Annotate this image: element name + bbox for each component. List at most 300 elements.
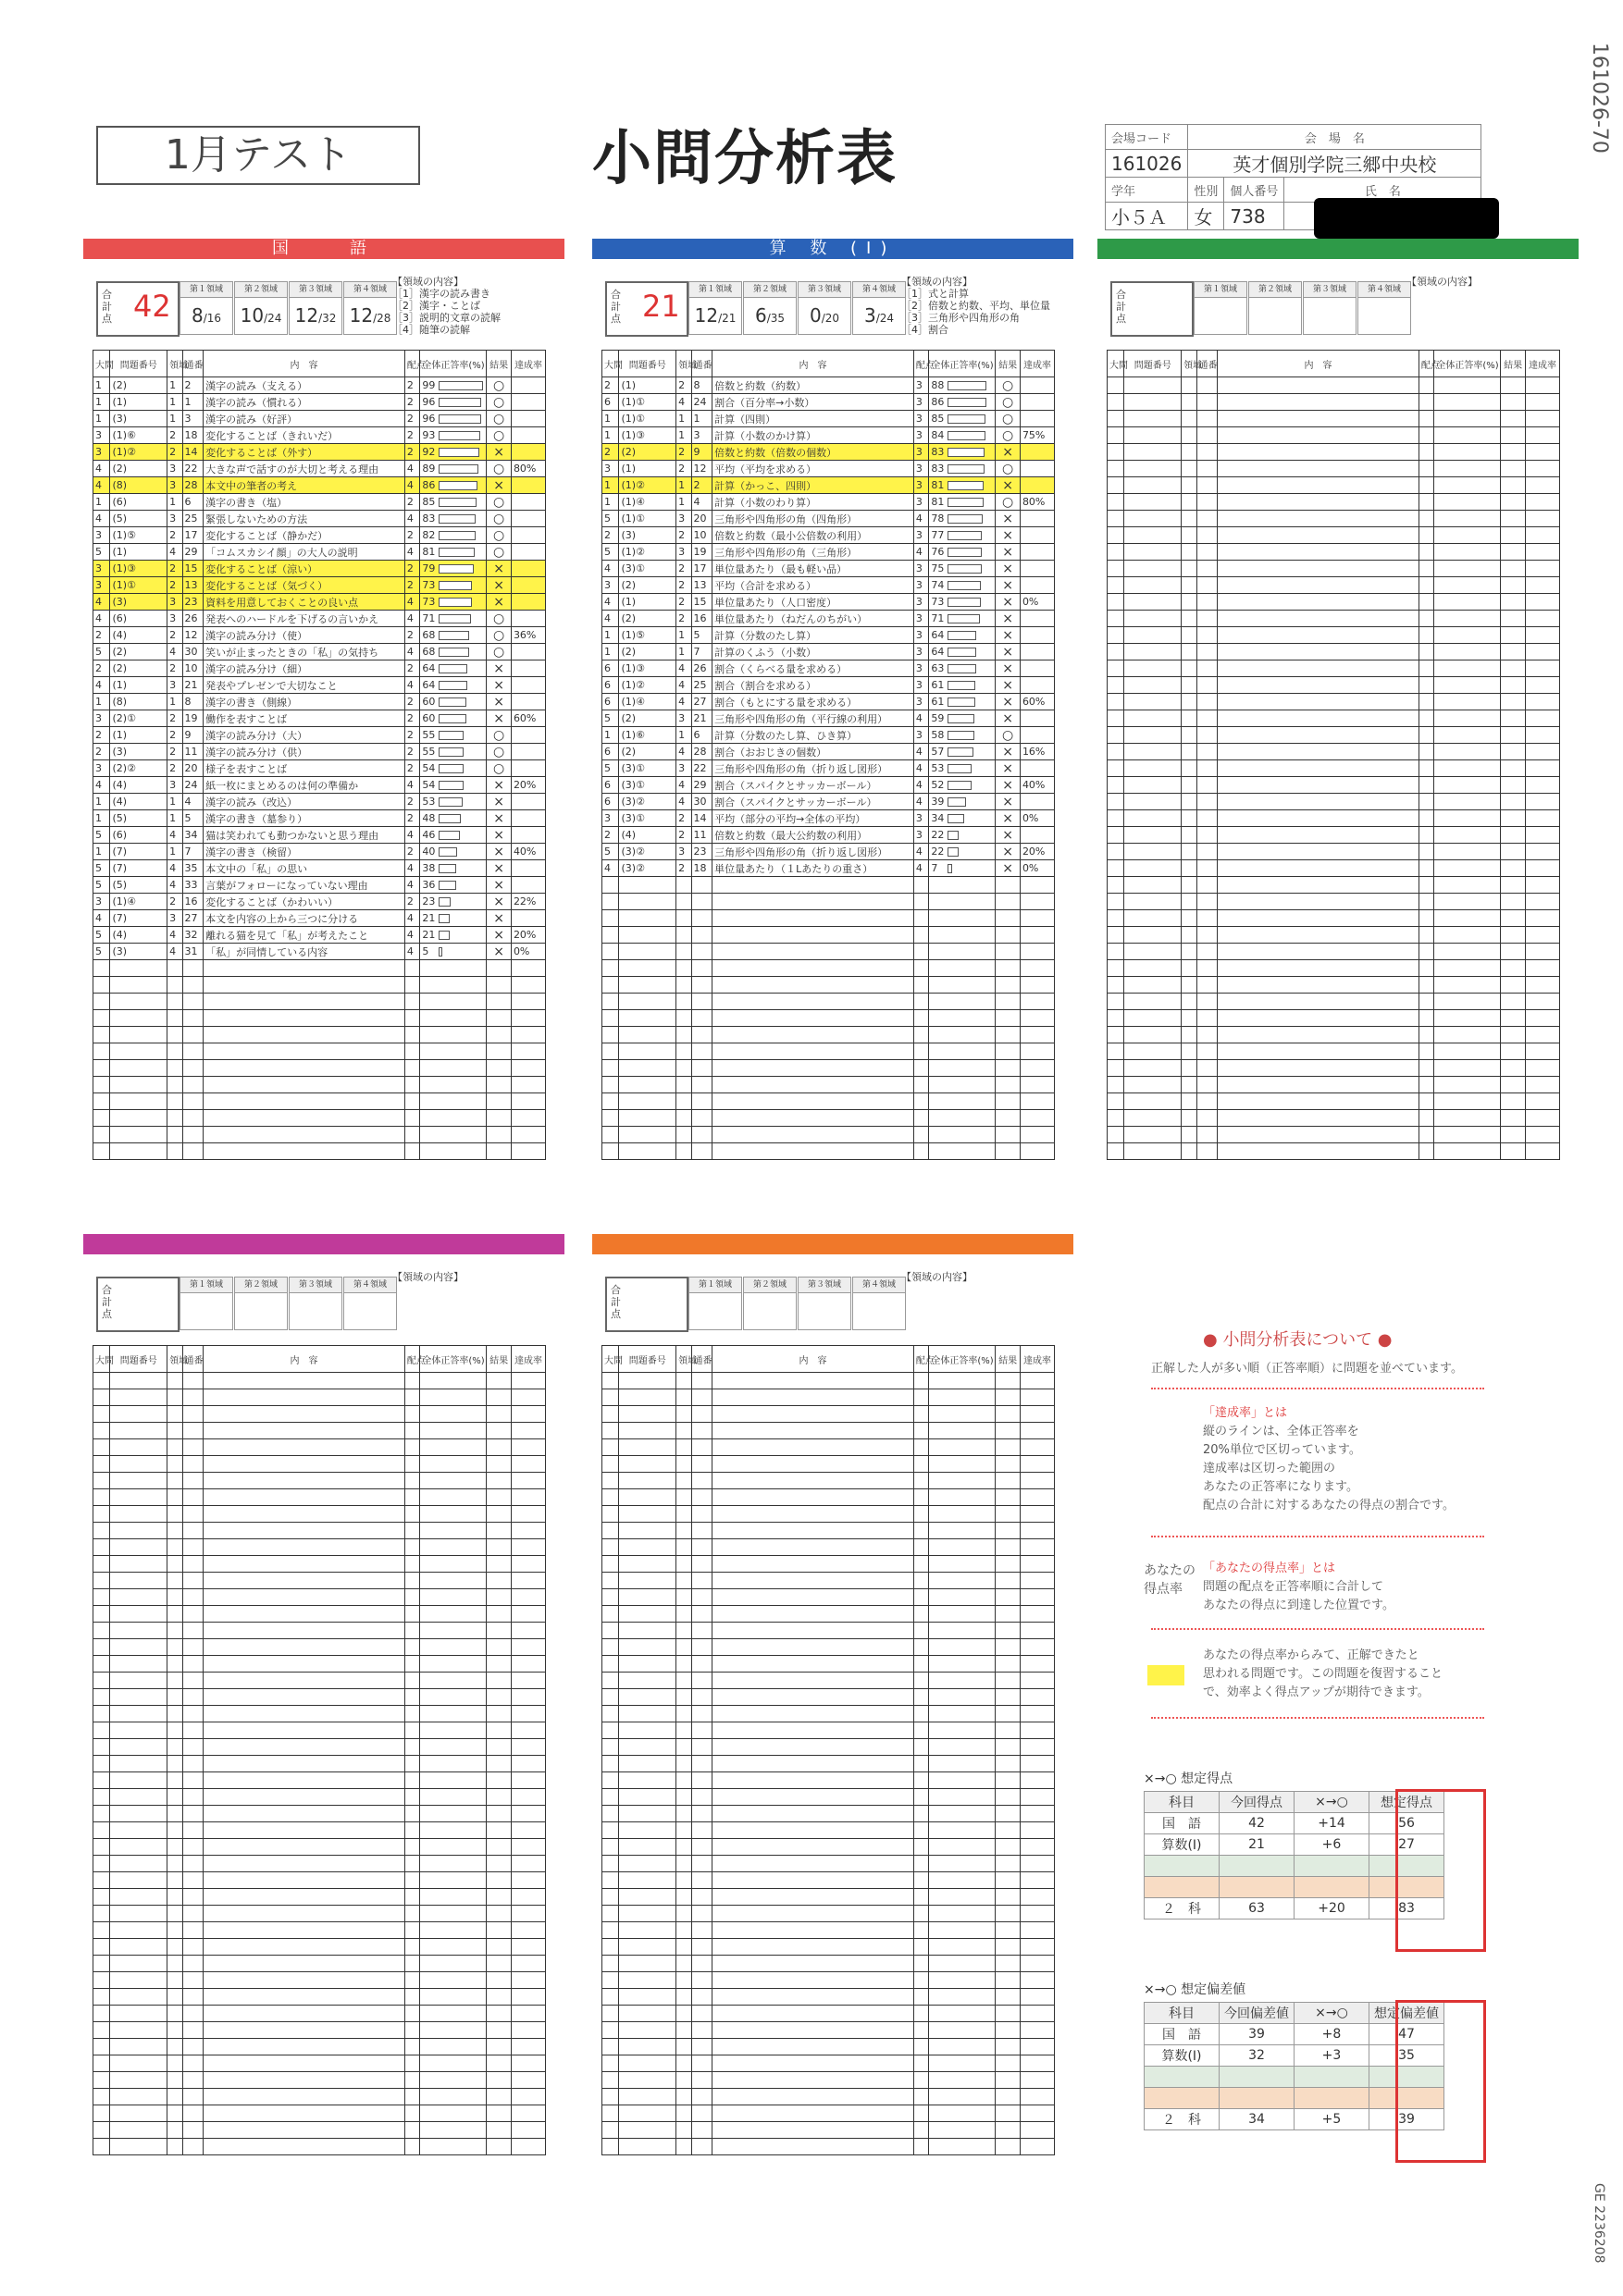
table-row: 1 (6) 1 6 漢字の書き（塩） 2 85 ○ — [93, 494, 546, 511]
correct-rate-bar — [948, 581, 981, 590]
table-row: 3 (1) 2 12 平均（平均を求める） 3 83 ○ — [602, 461, 1055, 477]
table-row — [93, 2055, 546, 2072]
table-row — [602, 1556, 1055, 1573]
table-row — [93, 2122, 546, 2139]
table-row: 5 (7) 4 35 本文中の「私」の思い 4 38 × — [93, 860, 546, 877]
table-row — [93, 1922, 546, 1939]
table-row: 1 (1)⑥ 1 6 計算（分数のたし算、ひき算） 3 58 ○ — [602, 727, 1055, 744]
table-row: 4 (3) 3 23 資料を用意しておくことの良い点 4 73 × — [93, 594, 546, 611]
table-row — [602, 1606, 1055, 1623]
correct-rate-bar — [439, 947, 442, 957]
purple-summary: 合計点 第１領域 第２領域 第３領域 第４領域 【領域の内容】 — [96, 1277, 559, 1332]
table-row — [93, 1673, 546, 1689]
column-header: 全体正答率(%) — [420, 1346, 487, 1373]
table-row — [93, 1939, 546, 1956]
table-row — [1108, 910, 1560, 927]
correct-rate-bar — [948, 681, 975, 690]
math-question-table — [601, 350, 1055, 1160]
table-row — [1108, 544, 1560, 561]
divider — [1151, 1717, 1484, 1719]
table-row: 4 (1) 3 21 発表やプレゼンで大切なこと 4 64 × — [93, 677, 546, 694]
column-header: 達成率 — [1525, 351, 1559, 377]
table-row — [602, 1077, 1055, 1093]
japanese-region-content: 【領域の内容】 ［1］漢字の読み書き ［2］漢字・ことば ［3］説明的文章の読解 ［4］随筆の読解 — [392, 276, 501, 336]
total-label: 合計点 — [102, 289, 112, 325]
correct-rate-bar — [948, 697, 975, 707]
table-row — [602, 1539, 1055, 1556]
table-row — [1108, 827, 1560, 844]
table-row — [93, 1822, 546, 1839]
table-row: 6 (1)④ 4 27 割合（もとにする量を求める） 3 61 × 60% — [602, 694, 1055, 710]
correct-rate-bar — [439, 414, 481, 424]
table-row — [1108, 577, 1560, 594]
correct-rate-bar — [948, 797, 966, 807]
table-row: ２ 科 34 +5 39 — [1145, 2109, 1444, 2130]
purple-section-bar — [83, 1234, 564, 1254]
column-header: 内 容 — [712, 1346, 914, 1373]
dev-table-title: ×→○ 想定偏差値 — [1144, 1982, 1246, 1997]
table-row: 3 (1)③ 2 15 変化することば（涼い） 2 79 × — [93, 561, 546, 577]
doc-code: 161026-70 — [1588, 43, 1611, 154]
table-row — [602, 2072, 1055, 2089]
table-row: 4 (1) 2 15 単位量あたり（人口密度） 3 73 × 0% — [602, 594, 1055, 611]
table-row — [602, 894, 1055, 910]
divider — [1151, 1536, 1484, 1537]
table-row: 5 (5) 4 33 言葉がフォローになっていない理由 4 36 × — [93, 877, 546, 894]
venue-code-label: 会場コード — [1106, 125, 1188, 150]
page-title: 小問分析表 — [592, 125, 898, 193]
column-header: 配点 — [913, 351, 928, 377]
table-row: 1 (3) 1 3 漢字の読み（好評） 2 96 ○ — [93, 411, 546, 427]
orange-section-bar — [592, 1234, 1073, 1254]
about-highlight: あなたの得点率からみて、正解できたと 思われる問題です。この問題を復習すること で、効率よく得点アップが期待できます。 — [1203, 1648, 1443, 1699]
table-row — [93, 1906, 546, 1922]
correct-rate-bar — [439, 714, 466, 723]
table-row — [1108, 411, 1560, 427]
your-rate-label: あなたの得点率 — [1144, 1563, 1196, 1597]
table-row — [93, 1406, 546, 1423]
table-row — [93, 1110, 546, 1127]
table-row: 5 (3)① 3 22 三角形や四角形の角（折り返し図形） 4 53 × — [602, 760, 1055, 777]
table-row — [1108, 744, 1560, 760]
student-id: 738 — [1224, 203, 1284, 230]
column-header: 結果 — [996, 1346, 1021, 1373]
table-row — [602, 1043, 1055, 1060]
column-header: 全体正答率(%) — [929, 1346, 996, 1373]
table-row — [602, 1639, 1055, 1656]
table-row: 国 語 39 +8 47 — [1145, 2024, 1444, 2045]
region-4: 第４領域 3/24 — [852, 281, 906, 335]
table-row — [602, 1989, 1055, 2006]
table-row — [93, 2039, 546, 2055]
column-header: 内 容 — [204, 1346, 405, 1373]
table-row — [93, 1789, 546, 1806]
table-row — [93, 1589, 546, 1606]
column-header: 配点 — [1419, 351, 1433, 377]
table-row: 1 (1)② 1 2 計算（かっこ、四則） 3 81 × — [602, 477, 1055, 494]
column-header: 配点 — [913, 1346, 928, 1373]
column-header: 通番 — [182, 1346, 204, 1373]
about-title: ● 小問分析表について ● — [1203, 1330, 1393, 1350]
table-row: 1 (7) 1 7 漢字の書き（検留） 2 40 × 40% — [93, 844, 546, 860]
table-row — [602, 877, 1055, 894]
table-row: 3 (1)⑤ 2 17 変化することば（静かだ） 2 82 ○ — [93, 527, 546, 544]
table-row — [93, 1473, 546, 1489]
about-your-rate: 「あなたの得点率」とは 問題の配点を正答率順に合計して あなたの得点に到達した位置です。 — [1203, 1562, 1394, 1612]
correct-rate-bar — [948, 814, 964, 823]
divider — [1151, 1628, 1484, 1630]
table-row — [602, 2039, 1055, 2055]
japanese-summary — [96, 276, 559, 337]
correct-rate-bar — [439, 797, 463, 807]
column-header: 通番 — [1196, 351, 1218, 377]
table-row — [93, 994, 546, 1010]
table-row — [93, 1989, 546, 2006]
table-row — [602, 1722, 1055, 1739]
correct-rate-bar — [439, 681, 467, 690]
table-row: 4 (2) 3 22 大きな声で話すのが大切と考える理由 4 89 ○ 80% — [93, 461, 546, 477]
correct-rate-bar — [439, 498, 477, 507]
correct-rate-bar — [439, 614, 471, 623]
table-row — [602, 1673, 1055, 1689]
column-header: 全体正答率(%) — [929, 351, 996, 377]
table-row — [1108, 1060, 1560, 1077]
correct-rate-bar — [439, 847, 457, 857]
table-row: 算数(Ⅰ) 21 +6 27 — [1145, 1834, 1444, 1856]
table-row — [1108, 810, 1560, 827]
table-row — [93, 960, 546, 977]
venue-name-label: 会 場 名 — [1188, 125, 1481, 150]
score-table: 科目 今回得点 ×→○ 想定得点 国 語 42 +14 56 算数(Ⅰ) 21 +6 27 ２ 科 63 +20 83 — [1144, 1791, 1444, 1920]
table-row — [602, 1027, 1055, 1043]
table-row — [1108, 860, 1560, 877]
correct-rate-bar — [439, 598, 472, 607]
correct-rate-bar — [948, 398, 986, 407]
table-row — [602, 1093, 1055, 1110]
table-row — [93, 1839, 546, 1856]
table-row: 2 (1) 2 8 倍数と約数（約数） 3 88 ○ — [602, 377, 1055, 394]
table-row: 4 (2) 2 16 単位量あたり（ねだんのちがい） 3 71 × — [602, 611, 1055, 627]
table-row — [602, 2055, 1055, 2072]
table-row — [1108, 394, 1560, 411]
table-row — [93, 1972, 546, 1989]
table-row — [93, 2022, 546, 2039]
divider — [1151, 1388, 1484, 1389]
table-row — [93, 1656, 546, 1673]
japanese-question-table — [93, 350, 546, 1160]
table-row — [602, 2105, 1055, 2122]
region-2: 第２領域 10/24 — [234, 281, 288, 335]
correct-rate-bar — [439, 581, 472, 590]
column-header: 問題番号 — [619, 351, 676, 377]
correct-rate-bar — [439, 731, 464, 740]
column-header: 大問 — [602, 351, 619, 377]
table-row — [93, 1739, 546, 1756]
table-row — [602, 1872, 1055, 1889]
table-row — [1108, 927, 1560, 944]
table-row — [602, 1789, 1055, 1806]
correct-rate-bar — [948, 498, 984, 507]
region-4: 第４領域 12/28 — [343, 281, 397, 335]
japanese-total-box — [96, 281, 180, 337]
column-header: 全体正答率(%) — [420, 351, 487, 377]
table-row — [93, 1606, 546, 1623]
correct-rate-bar — [948, 664, 976, 673]
region-3: 第３領域 12/32 — [289, 281, 342, 335]
table-row — [1108, 477, 1560, 494]
correct-rate-bar — [439, 781, 464, 790]
id-label: 個人番号 — [1224, 178, 1284, 203]
table-row — [1108, 594, 1560, 611]
correct-rate-bar — [439, 814, 461, 823]
table-row — [93, 1706, 546, 1722]
table-row — [602, 1739, 1055, 1756]
column-header: 問題番号 — [619, 1346, 676, 1373]
table-row — [602, 1010, 1055, 1027]
correct-rate-bar — [439, 481, 477, 490]
column-header: 結果 — [487, 351, 512, 377]
correct-rate-bar — [948, 481, 984, 490]
correct-rate-bar — [948, 648, 976, 657]
score-table-title: ×→○ 想定得点 — [1144, 1771, 1233, 1786]
table-row: 3 (2) 2 13 平均（合計を求める） 3 74 × — [602, 577, 1055, 594]
serial-code: GE 2236208 — [1592, 2183, 1606, 2264]
table-row: 1 (1)③ 1 3 計算（小数のかけ算） 3 84 ○ 75% — [602, 427, 1055, 444]
correct-rate-bar — [439, 381, 483, 390]
table-row — [1108, 377, 1560, 394]
table-row — [93, 1772, 546, 1789]
table-row — [602, 1689, 1055, 1706]
table-row: 6 (2) 4 28 割合（おおじきの個数） 4 57 × 16% — [602, 744, 1055, 760]
math-summary — [605, 276, 1068, 337]
table-row — [93, 1956, 546, 1972]
table-row: 3 (1)④ 2 16 変化することば（かわいい） 2 23 × 22% — [93, 894, 546, 910]
table-row — [602, 1439, 1055, 1456]
table-row — [1108, 710, 1560, 727]
table-row — [602, 1060, 1055, 1077]
correct-rate-bar — [948, 631, 976, 640]
table-row — [602, 910, 1055, 927]
table-row — [93, 1423, 546, 1439]
table-row — [602, 1956, 1055, 1972]
table-row — [1108, 877, 1560, 894]
table-row: 3 (2)① 2 19 働作を表すことば 2 60 × 60% — [93, 710, 546, 727]
table-row — [93, 2072, 546, 2089]
table-row: 4 (8) 3 28 本文中の筆者の考え 4 86 × — [93, 477, 546, 494]
table-row — [93, 1456, 546, 1473]
table-row — [93, 1856, 546, 1872]
column-header: 達成率 — [511, 1346, 545, 1373]
table-row — [602, 1373, 1055, 1389]
table-row — [1108, 644, 1560, 660]
table-row: 4 (4) 3 24 紙一枚にまとめるのは何の準備か 4 54 × 20% — [93, 777, 546, 794]
correct-rate-bar — [439, 531, 476, 540]
table-row: 6 (3)① 4 29 割合（スパイクとサッカーボール） 4 52 × 40% — [602, 777, 1055, 794]
math-region-content: 【領域の内容】 ［1］式と計算 ［2］倍数と約数、平均、単位量 ［3］三角形や四角形の角 ［4］割合 — [901, 276, 1050, 336]
table-row — [93, 1756, 546, 1772]
table-row — [1108, 794, 1560, 810]
column-header: 大問 — [1108, 351, 1124, 377]
table-row — [602, 1656, 1055, 1673]
table-row — [93, 1639, 546, 1656]
table-row: ２ 科 63 +20 83 — [1145, 1898, 1444, 1920]
table-row: 2 (2) 2 10 漢字の読み分け（細） 2 64 × — [93, 660, 546, 677]
correct-rate-bar — [948, 747, 973, 757]
table-row — [1108, 694, 1560, 710]
table-row: 5 (3) 4 31 「私」が同情している内容 4 5 × 0% — [93, 944, 546, 960]
table-row — [602, 1839, 1055, 1856]
table-row — [602, 2139, 1055, 2155]
table-row: 算数(Ⅰ) 32 +3 35 — [1145, 2045, 1444, 2067]
column-header: 結果 — [996, 351, 1021, 377]
column-header: 問題番号 — [1124, 351, 1182, 377]
region-3: 第３領域 0/20 — [798, 281, 851, 335]
table-row — [93, 2105, 546, 2122]
correct-rate-bar — [948, 548, 982, 557]
table-row — [602, 1772, 1055, 1789]
table-row — [1108, 844, 1560, 860]
column-header: 内 容 — [1218, 351, 1419, 377]
table-row — [1108, 660, 1560, 677]
correct-rate-bar — [439, 564, 474, 574]
table-row — [602, 960, 1055, 977]
correct-rate-bar — [439, 548, 475, 557]
table-row — [1108, 894, 1560, 910]
math-total: 21 — [642, 289, 680, 324]
column-header: 通番 — [182, 351, 204, 377]
table-row: 5 (2) 4 30 笑いが止まったときの「私」の気持ち 4 68 ○ — [93, 644, 546, 660]
test-name: 1月テスト — [96, 126, 420, 185]
correct-rate-bar — [948, 714, 974, 723]
table-row: 2 (1) 2 9 漢字の読み分け（大） 2 55 ○ — [93, 727, 546, 744]
column-header: 配点 — [404, 1346, 419, 1373]
table-row — [602, 1706, 1055, 1722]
table-row — [602, 977, 1055, 994]
table-row — [602, 2006, 1055, 2022]
table-row — [93, 2139, 546, 2155]
table-row — [1108, 1110, 1560, 1127]
table-row: 国 語 42 +14 56 — [1145, 1813, 1444, 1834]
correct-rate-bar — [439, 897, 451, 907]
table-row — [1108, 494, 1560, 511]
table-row: 6 (3)② 4 30 割合（スパイクとサッカーボール） 4 39 × — [602, 794, 1055, 810]
table-row — [93, 1373, 546, 1389]
table-row — [1108, 944, 1560, 960]
correct-rate-bar — [439, 831, 460, 840]
table-row — [602, 1489, 1055, 1506]
table-row — [1108, 1043, 1560, 1060]
correct-rate-bar — [948, 781, 972, 790]
correct-rate-bar — [439, 864, 456, 873]
table-row — [1108, 1027, 1560, 1043]
table-row: 2 (2) 2 9 倍数と約数（倍数の個数） 3 83 × — [602, 444, 1055, 461]
math-regions — [688, 281, 907, 335]
correct-rate-bar — [439, 664, 467, 673]
correct-rate-bar — [439, 448, 479, 457]
table-row: 3 (2)② 2 20 様子を表すことば 2 54 ○ — [93, 760, 546, 777]
table-row: 1 (2) 1 7 計算のくふう（小数） 3 64 × — [602, 644, 1055, 660]
table-row — [1108, 1143, 1560, 1160]
table-row: 5 (4) 4 32 離れる猫を見て「私」が考えたこと 4 21 × 20% — [93, 927, 546, 944]
table-row — [602, 1922, 1055, 1939]
column-header: 大問 — [602, 1346, 619, 1373]
column-header: 結果 — [487, 1346, 512, 1373]
table-row — [1108, 777, 1560, 794]
total-label: 合計点 — [611, 289, 621, 325]
grade: 小５Ａ — [1106, 203, 1188, 230]
table-row — [93, 2089, 546, 2105]
column-header: 配点 — [404, 351, 419, 377]
column-header: 内 容 — [204, 351, 405, 377]
table-row — [602, 994, 1055, 1010]
table-row — [93, 1722, 546, 1739]
name-label: 氏 名 — [1284, 178, 1481, 203]
table-row: 3 (1)⑥ 2 18 変化することば（きれいだ） 2 93 ○ — [93, 427, 546, 444]
table-row — [1108, 527, 1560, 544]
correct-rate-bar — [439, 697, 466, 707]
table-row — [93, 1872, 546, 1889]
table-row: 1 (5) 1 5 漢字の書き（墓参り） 2 48 × — [93, 810, 546, 827]
dev-table-highlight — [1395, 2000, 1486, 2163]
table-row — [602, 1573, 1055, 1589]
table-row: 6 (1)② 4 25 割合（割合を求める） 3 61 × — [602, 677, 1055, 694]
table-row — [1108, 1127, 1560, 1143]
table-row: 5 (6) 4 34 猫は笑われても動つかないと思う理由 4 46 × — [93, 827, 546, 844]
table-row — [93, 1506, 546, 1523]
table-row — [602, 1822, 1055, 1839]
correct-rate-bar — [948, 531, 982, 540]
table-row: 5 (1) 4 29 「コムスカシイ顔」の大人の説明 4 81 ○ — [93, 544, 546, 561]
correct-rate-bar — [948, 864, 952, 873]
table-row — [1108, 511, 1560, 527]
table-row — [1108, 444, 1560, 461]
orange-question-table — [601, 1345, 1055, 2155]
table-row — [93, 1010, 546, 1027]
table-row — [93, 1689, 546, 1706]
green-question-table — [1107, 350, 1560, 1160]
correct-rate-bar — [948, 448, 985, 457]
table-row — [602, 2122, 1055, 2139]
table-row — [1108, 561, 1560, 577]
correct-rate-bar — [439, 648, 469, 657]
table-row: 1 (1) 1 1 漢字の読み（慣れる） 2 96 ○ — [93, 394, 546, 411]
table-row: 4 (5) 3 25 緊張しないための方法 4 83 ○ — [93, 511, 546, 527]
correct-rate-bar — [439, 464, 478, 474]
table-row — [602, 1972, 1055, 1989]
table-row — [1108, 727, 1560, 744]
table-row: 3 (1)① 2 13 変化することば（気づく） 2 73 × — [93, 577, 546, 594]
table-row — [93, 1573, 546, 1589]
correct-rate-bar — [439, 931, 450, 940]
table-row — [1108, 427, 1560, 444]
japanese-total: 42 — [133, 289, 171, 324]
table-row — [93, 1889, 546, 1906]
column-header: 大問 — [93, 1346, 110, 1373]
correct-rate-bar — [948, 414, 985, 424]
correct-rate-bar — [948, 764, 972, 773]
green-summary: 合計点 第１領域 第２領域 第３領域 第４領域 【領域の内容】 — [1110, 281, 1573, 337]
correct-rate-bar — [948, 564, 982, 574]
table-row — [602, 1389, 1055, 1406]
region-1: 第１領域 8/16 — [180, 281, 233, 335]
column-header: 領域 — [676, 351, 691, 377]
venue-code: 161026 — [1106, 150, 1188, 178]
japanese-regions — [180, 281, 398, 335]
table-row — [93, 1556, 546, 1573]
table-row — [602, 1423, 1055, 1439]
grade-label: 学年 — [1106, 178, 1188, 203]
about-intro: 正解した人が多い順（正答率順）に問題を並べています。 — [1151, 1362, 1463, 1376]
